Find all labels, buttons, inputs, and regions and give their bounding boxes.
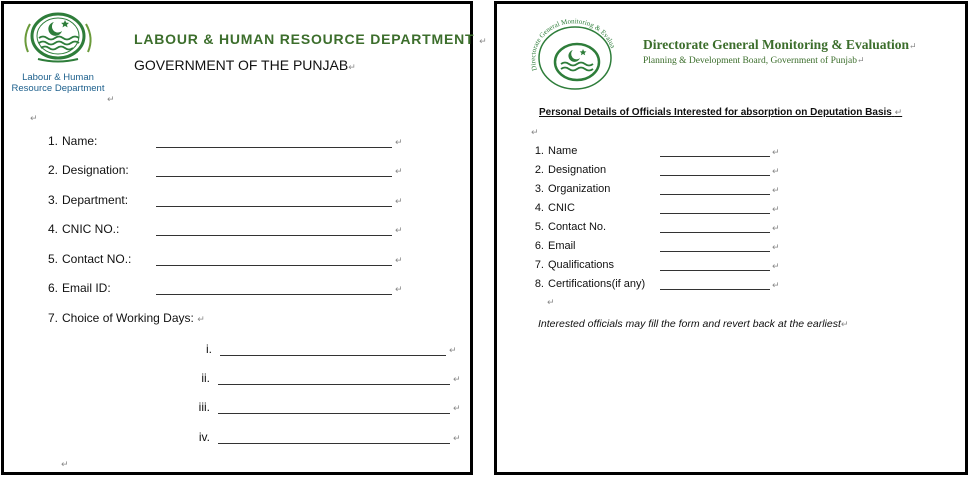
paragraph-mark: ↵ <box>772 204 780 214</box>
field-label: Designation: <box>62 163 129 177</box>
field-label: Department: <box>62 193 129 207</box>
field-number: 1. <box>534 145 544 157</box>
field-label: Organization <box>548 183 611 195</box>
field-number: 7. <box>47 311 58 325</box>
logo-caption <box>8 72 108 94</box>
working-day-input-line[interactable] <box>218 384 450 385</box>
paragraph-mark: ↵ <box>547 297 555 307</box>
field-number: 5. <box>47 252 58 266</box>
email-input-line[interactable] <box>660 251 770 252</box>
cnic-input-line[interactable] <box>156 235 392 236</box>
field-number: 7. <box>534 259 544 271</box>
certifications-input-line[interactable] <box>660 289 770 290</box>
department-subtitle <box>134 57 356 73</box>
paragraph-mark: ↵ <box>772 223 780 233</box>
field-number: 6. <box>534 240 544 252</box>
option-number: iv. <box>198 430 210 444</box>
logo-caption-line1: Labour & Human <box>22 72 94 83</box>
paragraph-mark: ↵ <box>395 255 403 265</box>
paragraph-mark: ↵ <box>479 36 488 46</box>
working-day-input-line[interactable] <box>218 413 450 414</box>
field-label: Name: <box>62 134 98 148</box>
field-label: Contact NO.: <box>62 252 132 266</box>
directorate-subtitle-text: Planning & Development Board, Government of Punjab <box>643 56 857 66</box>
labour-department-form <box>1 1 488 475</box>
option-number: ii. <box>201 371 210 385</box>
working-day-input-line[interactable] <box>218 443 450 444</box>
field-label: CNIC NO.: <box>62 222 120 236</box>
field-number: 3. <box>534 183 544 195</box>
paragraph-mark: ↵ <box>395 225 403 235</box>
working-day-input-line[interactable] <box>220 355 446 356</box>
submission-note <box>538 318 848 330</box>
field-number: 8. <box>534 278 544 290</box>
paragraph-mark: ↵ <box>395 137 403 147</box>
field-number: 2. <box>534 164 544 176</box>
field-label: Email ID: <box>62 281 111 295</box>
directorate-title-text: Directorate General Monitoring & Evaluation <box>643 37 909 52</box>
designation-input-line[interactable] <box>660 175 770 176</box>
field-label: Certifications(if any) <box>548 278 646 290</box>
paragraph-mark: ↵ <box>531 127 539 137</box>
department-title <box>134 31 487 47</box>
paragraph-mark: ↵ <box>30 113 38 123</box>
submission-note-text: Interested officials may fill the form and revert back at the earliest <box>538 318 841 330</box>
paragraph-mark: ↵ <box>197 314 205 324</box>
paragraph-mark: ↵ <box>395 166 403 176</box>
form-heading <box>539 107 902 118</box>
directorate-subtitle <box>643 56 865 66</box>
field-number: 5. <box>534 221 544 233</box>
monitoring-evaluation-form <box>494 1 968 475</box>
paragraph-mark: ↵ <box>772 261 780 271</box>
option-number: iii. <box>198 400 210 414</box>
paragraph-mark: ↵ <box>772 280 780 290</box>
paragraph-mark: ↵ <box>772 242 780 252</box>
paragraph-mark: ↵ <box>856 55 865 65</box>
paragraph-mark: ↵ <box>453 374 461 384</box>
field-label: Contact No. <box>548 221 607 233</box>
working-days-label: Choice of Working Days: <box>62 311 194 325</box>
field-number: 2. <box>47 163 58 177</box>
paragraph-mark: ↵ <box>107 94 115 104</box>
name-input-line[interactable] <box>156 147 392 148</box>
contact-input-line[interactable] <box>660 232 770 233</box>
seal-arc-text: Directorate General Monitoring & Evalua <box>529 18 617 72</box>
paragraph-mark: ↵ <box>908 41 917 51</box>
contact-input-line[interactable] <box>156 265 392 266</box>
form-heading-text: Personal Details of Officials Interested for absorption on Deputation Basis <box>539 107 892 118</box>
paragraph-mark: ↵ <box>894 107 903 117</box>
department-subtitle-text: GOVERNMENT OF THE PUNJAB <box>134 57 349 73</box>
field-number: 4. <box>534 202 544 214</box>
field-label: Designation <box>548 164 607 176</box>
field-number: 4. <box>47 222 58 236</box>
field-number: 3. <box>47 193 58 207</box>
paragraph-mark: ↵ <box>772 166 780 176</box>
dg-monitoring-seal-logo <box>525 18 623 92</box>
option-number: i. <box>206 342 212 356</box>
department-title-text: LABOUR & HUMAN RESOURCE DEPARTMENT <box>134 31 475 47</box>
field-label: Email <box>548 240 576 252</box>
paragraph-mark: ↵ <box>840 319 849 329</box>
field-label: Qualifications <box>548 259 615 271</box>
designation-input-line[interactable] <box>156 176 392 177</box>
cnic-input-line[interactable] <box>660 213 770 214</box>
punjab-emblem-logo <box>18 12 98 64</box>
email-input-line[interactable] <box>156 294 392 295</box>
directorate-title <box>643 37 917 53</box>
paragraph-mark: ↵ <box>395 196 403 206</box>
paragraph-mark: ↵ <box>772 147 780 157</box>
paragraph-mark: ↵ <box>772 185 780 195</box>
paragraph-mark: ↵ <box>61 459 69 469</box>
field-number: 6. <box>47 281 58 295</box>
paragraph-mark: ↵ <box>453 403 461 413</box>
paragraph-mark: ↵ <box>348 62 356 72</box>
field-label <box>62 311 205 325</box>
paragraph-mark: ↵ <box>453 433 461 443</box>
field-label: CNIC <box>548 202 575 214</box>
organization-input-line[interactable] <box>660 194 770 195</box>
logo-caption-line2: Resource Department <box>11 83 105 94</box>
field-label: Name <box>548 145 578 157</box>
name-input-line[interactable] <box>660 156 770 157</box>
field-number: 1. <box>47 134 58 148</box>
paragraph-mark: ↵ <box>395 284 403 294</box>
qualifications-input-line[interactable] <box>660 270 770 271</box>
paragraph-mark: ↵ <box>449 345 457 355</box>
department-input-line[interactable] <box>156 206 392 207</box>
